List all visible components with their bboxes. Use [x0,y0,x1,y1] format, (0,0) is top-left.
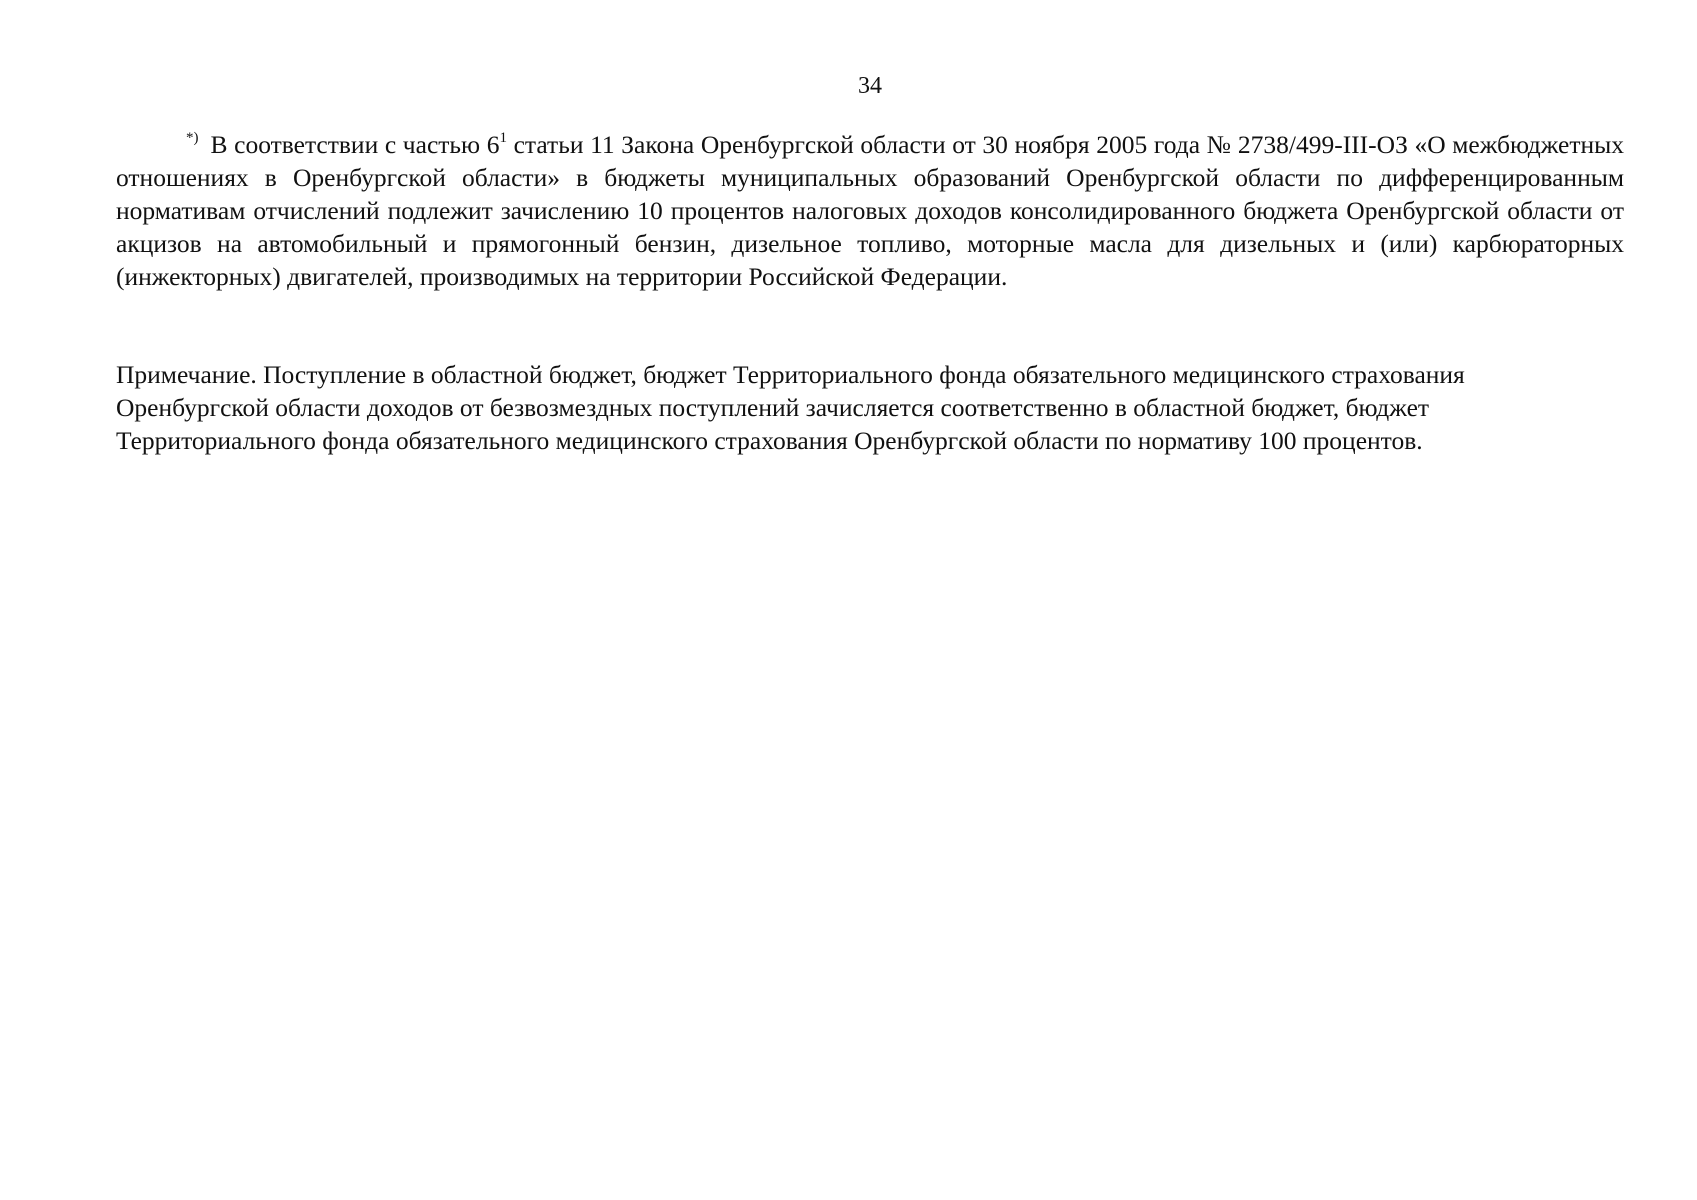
note-paragraph: Примечание. Поступление в областной бюджет, бюджет Территориального фонда обязательного медицинского страхования Оренбургской области доходов от безвозмездных поступлений зачисляется соответственно в областной бюджет, бюджет Территориального фонда обязательного медицинского страхования Оренбургской области по нормативу 100 процентов. [116,360,1465,455]
footnote-superscript: 1 [499,130,507,146]
footnote-paragraph [116,128,1624,293]
footnote-text-part2: статьи 11 Закона Оренбургской области от 30 ноября 2005 года № 2738/499-III-ОЗ «О межбюджетных отношениях в Оренбургской области» в бюджеты муниципальных образований Оренбургской области по дифференцированным нормативам отчислений подлежит зачислению 10 процентов налоговых доходов консолидированного бюджета Оренбургской области от акцизов на автомобильный и прямогонный бензин, дизельное топливо, моторные масла для дизельных и (или) карбюраторных (инжекторных) двигателей, производимых на территории Российской Федерации. [116,130,1624,291]
page-number: 34 [858,73,882,99]
footnote-marker: *) [186,130,199,146]
footnote-text-part1: В соответствии с частью 6 [210,130,500,159]
